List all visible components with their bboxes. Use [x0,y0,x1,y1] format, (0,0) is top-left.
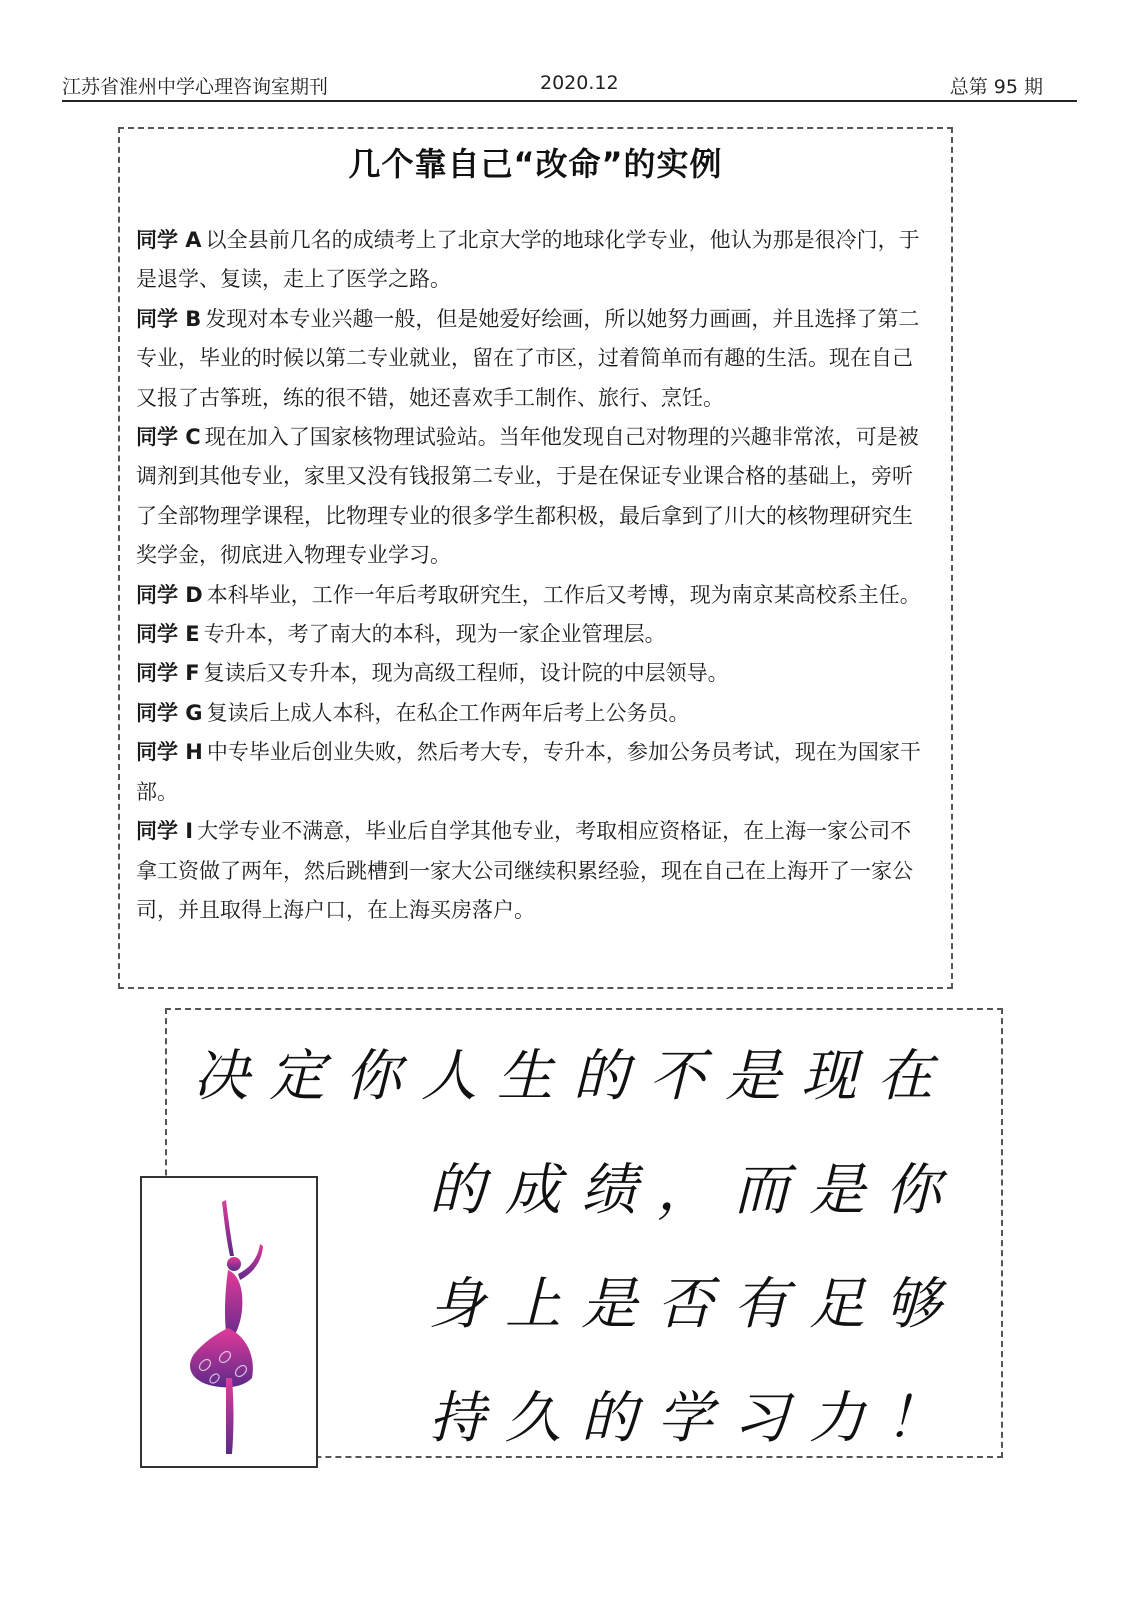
quote-line-1: 决定你人生的不是现在 [193,1044,953,1109]
entry-text: 复读后上成人本科，在私企工作两年后考上公务员。 [206,700,690,725]
entry-text: 发现对本专业兴趣一般，但是她爱好绘画，所以她努力画画，并且选择了第二专业，毕业的时候以第二专业就业，留在了市区，过着简单而有趣的生活。现在自己又报了古筝班，练的很不错，她还喜欢手工制作、旅行、烹饪。 [136,306,920,410]
entry-f [136,654,926,693]
issue-date: 2020.12 [540,72,619,94]
entry-c [136,418,926,576]
entry-label: 同学 I [136,819,194,844]
entry-label: 同学 A [136,228,202,252]
entry-label: 同学 D [136,582,203,607]
entry-text: 以全县前几名的成绩考上了北京大学的地球化学专业，他认为那是很冷门，于是退学、复读，走上了医学之路。 [136,228,920,292]
entry-label: 同学 E [136,622,200,647]
entry-d [136,576,926,615]
entry-text: 复读后又专升本，现为高级工程师，设计院的中层领导。 [203,661,729,686]
entry-e [136,615,926,654]
entry-label: 同学 H [136,740,203,765]
entry-a [136,221,926,300]
entry-g [136,694,926,733]
entry-label: 同学 B [136,306,202,331]
quote-line-4: 持久的学习力！ [429,1386,961,1451]
entry-text: 本科毕业，工作一年后考取研究生，工作后又考博，现为南京某高校系主任。 [206,582,921,607]
entry-text: 大学专业不满意，毕业后自学其他专业，考取相应资格证，在上海一家公司不拿工资做了两年，然后跳槽到一家大公司继续积累经验，现在自己在上海开了一家公司，并且取得上海户口，在上海买房落户。 [136,819,913,922]
article-box [118,127,953,989]
entry-list [136,221,926,930]
dancer-illustration [140,1176,318,1468]
entry-label: 同学 C [136,425,201,450]
entry-i [136,812,926,930]
entry-b [136,300,926,418]
entry-h [136,733,926,812]
quote-line-3: 身上是否有足够 [429,1272,961,1337]
issue-number: 总第 95 期 [949,76,1043,98]
entry-text: 中专毕业后创业失败，然后考大专，专升本，参加公务员考试，现在为国家干部。 [136,740,921,804]
entry-label: 同学 G [136,700,203,725]
entry-label: 同学 F [136,661,200,686]
journal-name: 江苏省淮州中学心理咨询室期刊 [62,76,329,98]
quote-line-2: 的成绩，而是你 [429,1158,961,1223]
article-title: 几个靠自己“改命”的实例 [348,145,723,183]
entry-text: 现在加入了国家核物理试验站。当年他发现自己对物理的兴趣非常浓，可是被调剂到其他专业，家里又没有钱报第二专业，于是在保证专业课合格的基础上，旁听了全部物理学课程，比物理专业的很多学生都积极，最后拿到了川大的核物理研究生奖学金，彻底进入物理专业学习。 [136,425,919,568]
entry-text: 专升本，考了南大的本科，现为一家企业管理层。 [203,622,666,647]
journal-header [62,70,1077,102]
dancer-silhouette-icon [142,1178,316,1466]
